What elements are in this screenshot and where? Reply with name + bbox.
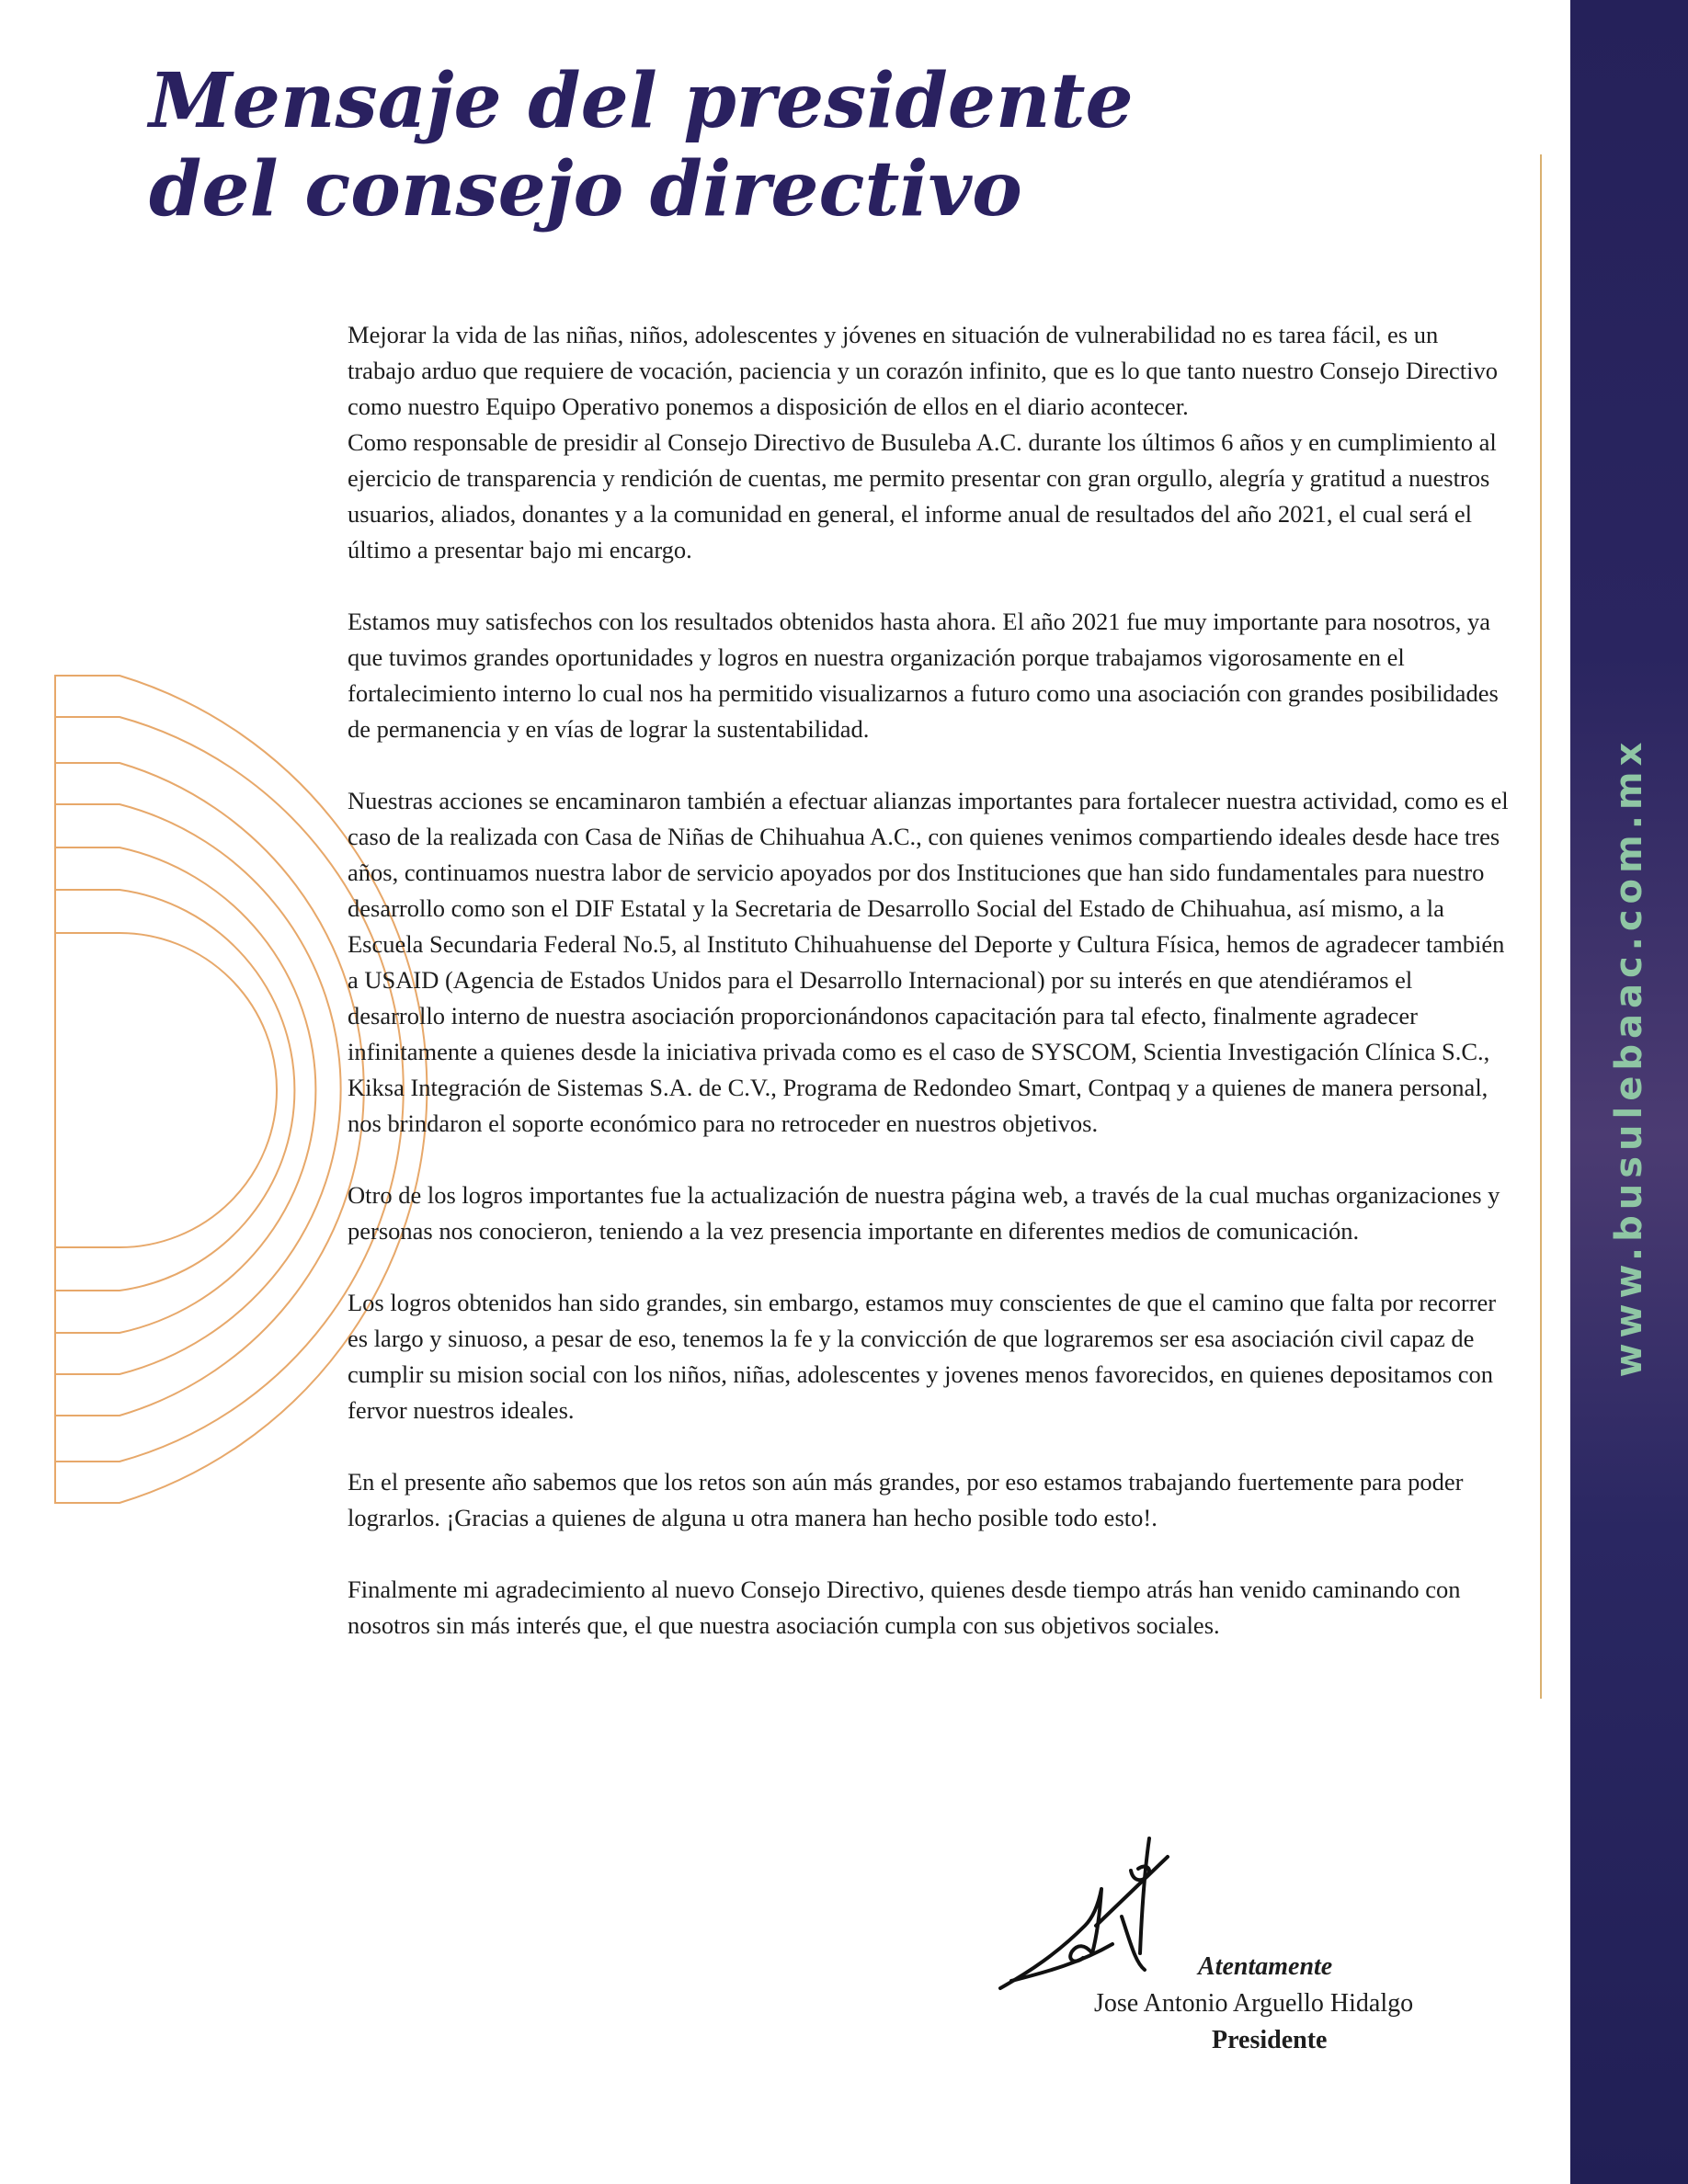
- signoff-block: [1094, 1949, 1480, 2059]
- paragraph-1: Mejorar la vida de las niñas, niños, adolescentes y jóvenes en situación de vulnerabilidad no es tarea fácil, es un trabajo arduo que requiere de vocación, paciencia y un corazón infinito, que es lo que tanto nuestro Consejo Directivo como nuestro Equipo Operativo ponemos a disposición de ellos en el diario acontecer.: [348, 321, 1498, 420]
- closing-text: Atentamente: [1198, 1952, 1333, 1981]
- paragraph-8: Finalmente mi agradecimiento al nuevo Consejo Directivo, quienes desde tiempo atrás han venido caminando con nosotros sin más interés que, el que nuestra asociación cumpla con sus objetivos sociales.: [348, 1575, 1461, 1639]
- letter-body: [348, 317, 1511, 1679]
- paragraph-5: Otro de los logros importantes fue la actualización de nuestra página web, a través de la cual muchas organizaciones y personas nos conocieron, teniendo a la vez presencia importante en diferentes medios de comunicación.: [348, 1181, 1500, 1245]
- title-line-1: Mensaje del presidente: [149, 57, 1134, 145]
- arc-3: [55, 763, 364, 1416]
- arc-6: [55, 890, 294, 1291]
- accent-rule: [1540, 154, 1542, 1699]
- title-line-2: del consejo directivo: [149, 145, 1022, 233]
- arc-inner: [55, 933, 277, 1247]
- signer-role: Presidente: [1212, 2026, 1328, 2054]
- website-url: www.busulebaac.com.mx: [1608, 736, 1650, 1378]
- paragraph-6: Los logros obtenidos han sido grandes, sin embargo, estamos muy conscientes de que el camino que falta por recorrer es largo y sinuoso, a pesar de eso, tenemos la fe y la convicción de que lograremos ser esa asociación civil capaz de cumplir su mision social con los niños, niñas, adolescentes y jovenes menos favorecidos, en quienes depositamos con fervor nuestros ideales.: [348, 1289, 1497, 1424]
- page-title: [149, 57, 1436, 233]
- paragraph-4: Nuestras acciones se encaminaron también a efectuar alianzas importantes para fortalecer nuestra actividad, como es el caso de la realizada con Casa de Niñas de Chihuahua A.C., con quienes venimos compartiendo ideales desde hace tres años, continuamos nuestra labor de servicio apoyados por dos Instituciones que han sido fundamentales para nuestro desarrollo como son el DIF Estatal y la Secretaria de Desarrollo Social del Estado de Chihuahua, así mismo, a la Escuela Secundaria Federal No.5, al Instituto Chihuahuense del Deporte y Cultura Física, hemos de agradecer también a USAID (Agencia de Estados Unidos para el Desarrollo Internacional) por su interés en que atendiéramos el desarrollo interno de nuestra asociación proporcionándonos capacitación para tal efecto, finalmente agradecer infinitamente a quienes desde la iniciativa privada como es el caso de SYSCOM, Scientia Investigación Clínica S.C., Kiksa Integración de Sistemas S.A. de C.V., Programa de Redondeo Smart, Contpaq y a quienes de manera personal, nos brindaron el soporte económico para no retroceder en nuestros objetivos.: [348, 787, 1509, 1137]
- paragraph-3: Estamos muy satisfechos con los resultados obtenidos hasta ahora. El año 2021 fue muy importante para nosotros, ya que tuvimos grandes oportunidades y logros en nuestra organización porque trabajamos vigorosamente en el fortalecimiento interno lo cual nos ha permitido visualizarnos a futuro como una asociación con grandes posibilidades de permanencia y en vías de lograr la sustentabilidad.: [348, 608, 1499, 743]
- paragraph-7: En el presente año sabemos que los retos son aún más grandes, por eso estamos trabajando fuertemente para poder lograrlos. ¡Gracias a quienes de alguna u otra manera han hecho posible todo esto!.: [348, 1468, 1464, 1531]
- side-band: [1570, 0, 1688, 2184]
- paragraph-2: Como responsable de presidir al Consejo Directivo de Busuleba A.C. durante los últimos 6 años y en cumplimiento al ejercicio de transparencia y rendición de cuentas, me permito presentar con gran orgullo, alegría y gratitud a nuestros usuarios, aliados, donantes y a la comunidad en general, el informe anual de resultados del año 2021, el cual será el último a presentar bajo mi encargo.: [348, 428, 1497, 563]
- signer-name: Jose Antonio Arguello Hidalgo: [1094, 1989, 1414, 2018]
